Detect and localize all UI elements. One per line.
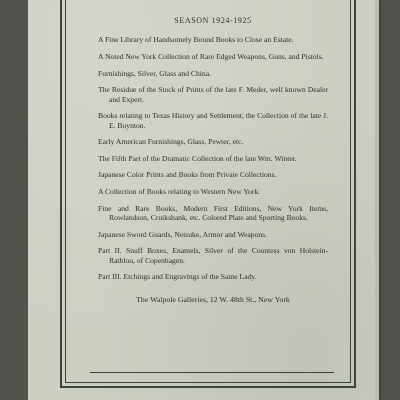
sale-item: The Fifth Part of the Dramatic Collection of the late Wm. Winter.	[98, 153, 297, 163]
page-edge	[375, 0, 379, 400]
sale-item: A Fine Library of Handsomely Bound Books to Close an Estate.	[98, 35, 294, 45]
sale-item: Books relating to Texas History and Settlement, the Collection of the late J. E. Boynton.	[98, 111, 328, 130]
sale-item: Early American Furnishings, Glass, Pewter, etc.	[98, 137, 244, 147]
sale-item: Part II. Snuff Boxes, Enamels, Silver of the Countess von Holstein-Rathlou, of Copenhagen.	[98, 246, 328, 265]
sale-item: A Collection of Books relating to Western New York.	[98, 186, 261, 196]
sale-item: A Noted New York Collection of Rare Edged Weapons, Guns, and Pistols.	[98, 52, 324, 61]
sale-item: Part III. Etchings and Engravings of the Same Lady.	[98, 272, 257, 282]
gallery-address: The Walpole Galleries, 12 W. 48th St., New York	[136, 294, 290, 304]
catalog-content	[98, 16, 328, 304]
sale-item: Furnishings, Silver, Glass and China.	[98, 68, 211, 78]
sale-item: Japanese Sword Guards, Netsuke, Armor and Weapons.	[98, 229, 268, 239]
sale-item: Japanese Color Prints and Books from Private Collections.	[98, 170, 277, 180]
sale-item: Fine and Rare Books, Modern First Editions, New York Items, Rowlandson, Cruikshank, etc. Colored Plate and Sporting Books.	[98, 203, 328, 222]
sale-item: The Residue of the Stock of Prints of the late F. Meder, well known Dealer and Expert.	[98, 85, 328, 104]
bottom-rule	[90, 372, 334, 373]
season-heading: SEASON 1924-1925	[174, 16, 252, 25]
